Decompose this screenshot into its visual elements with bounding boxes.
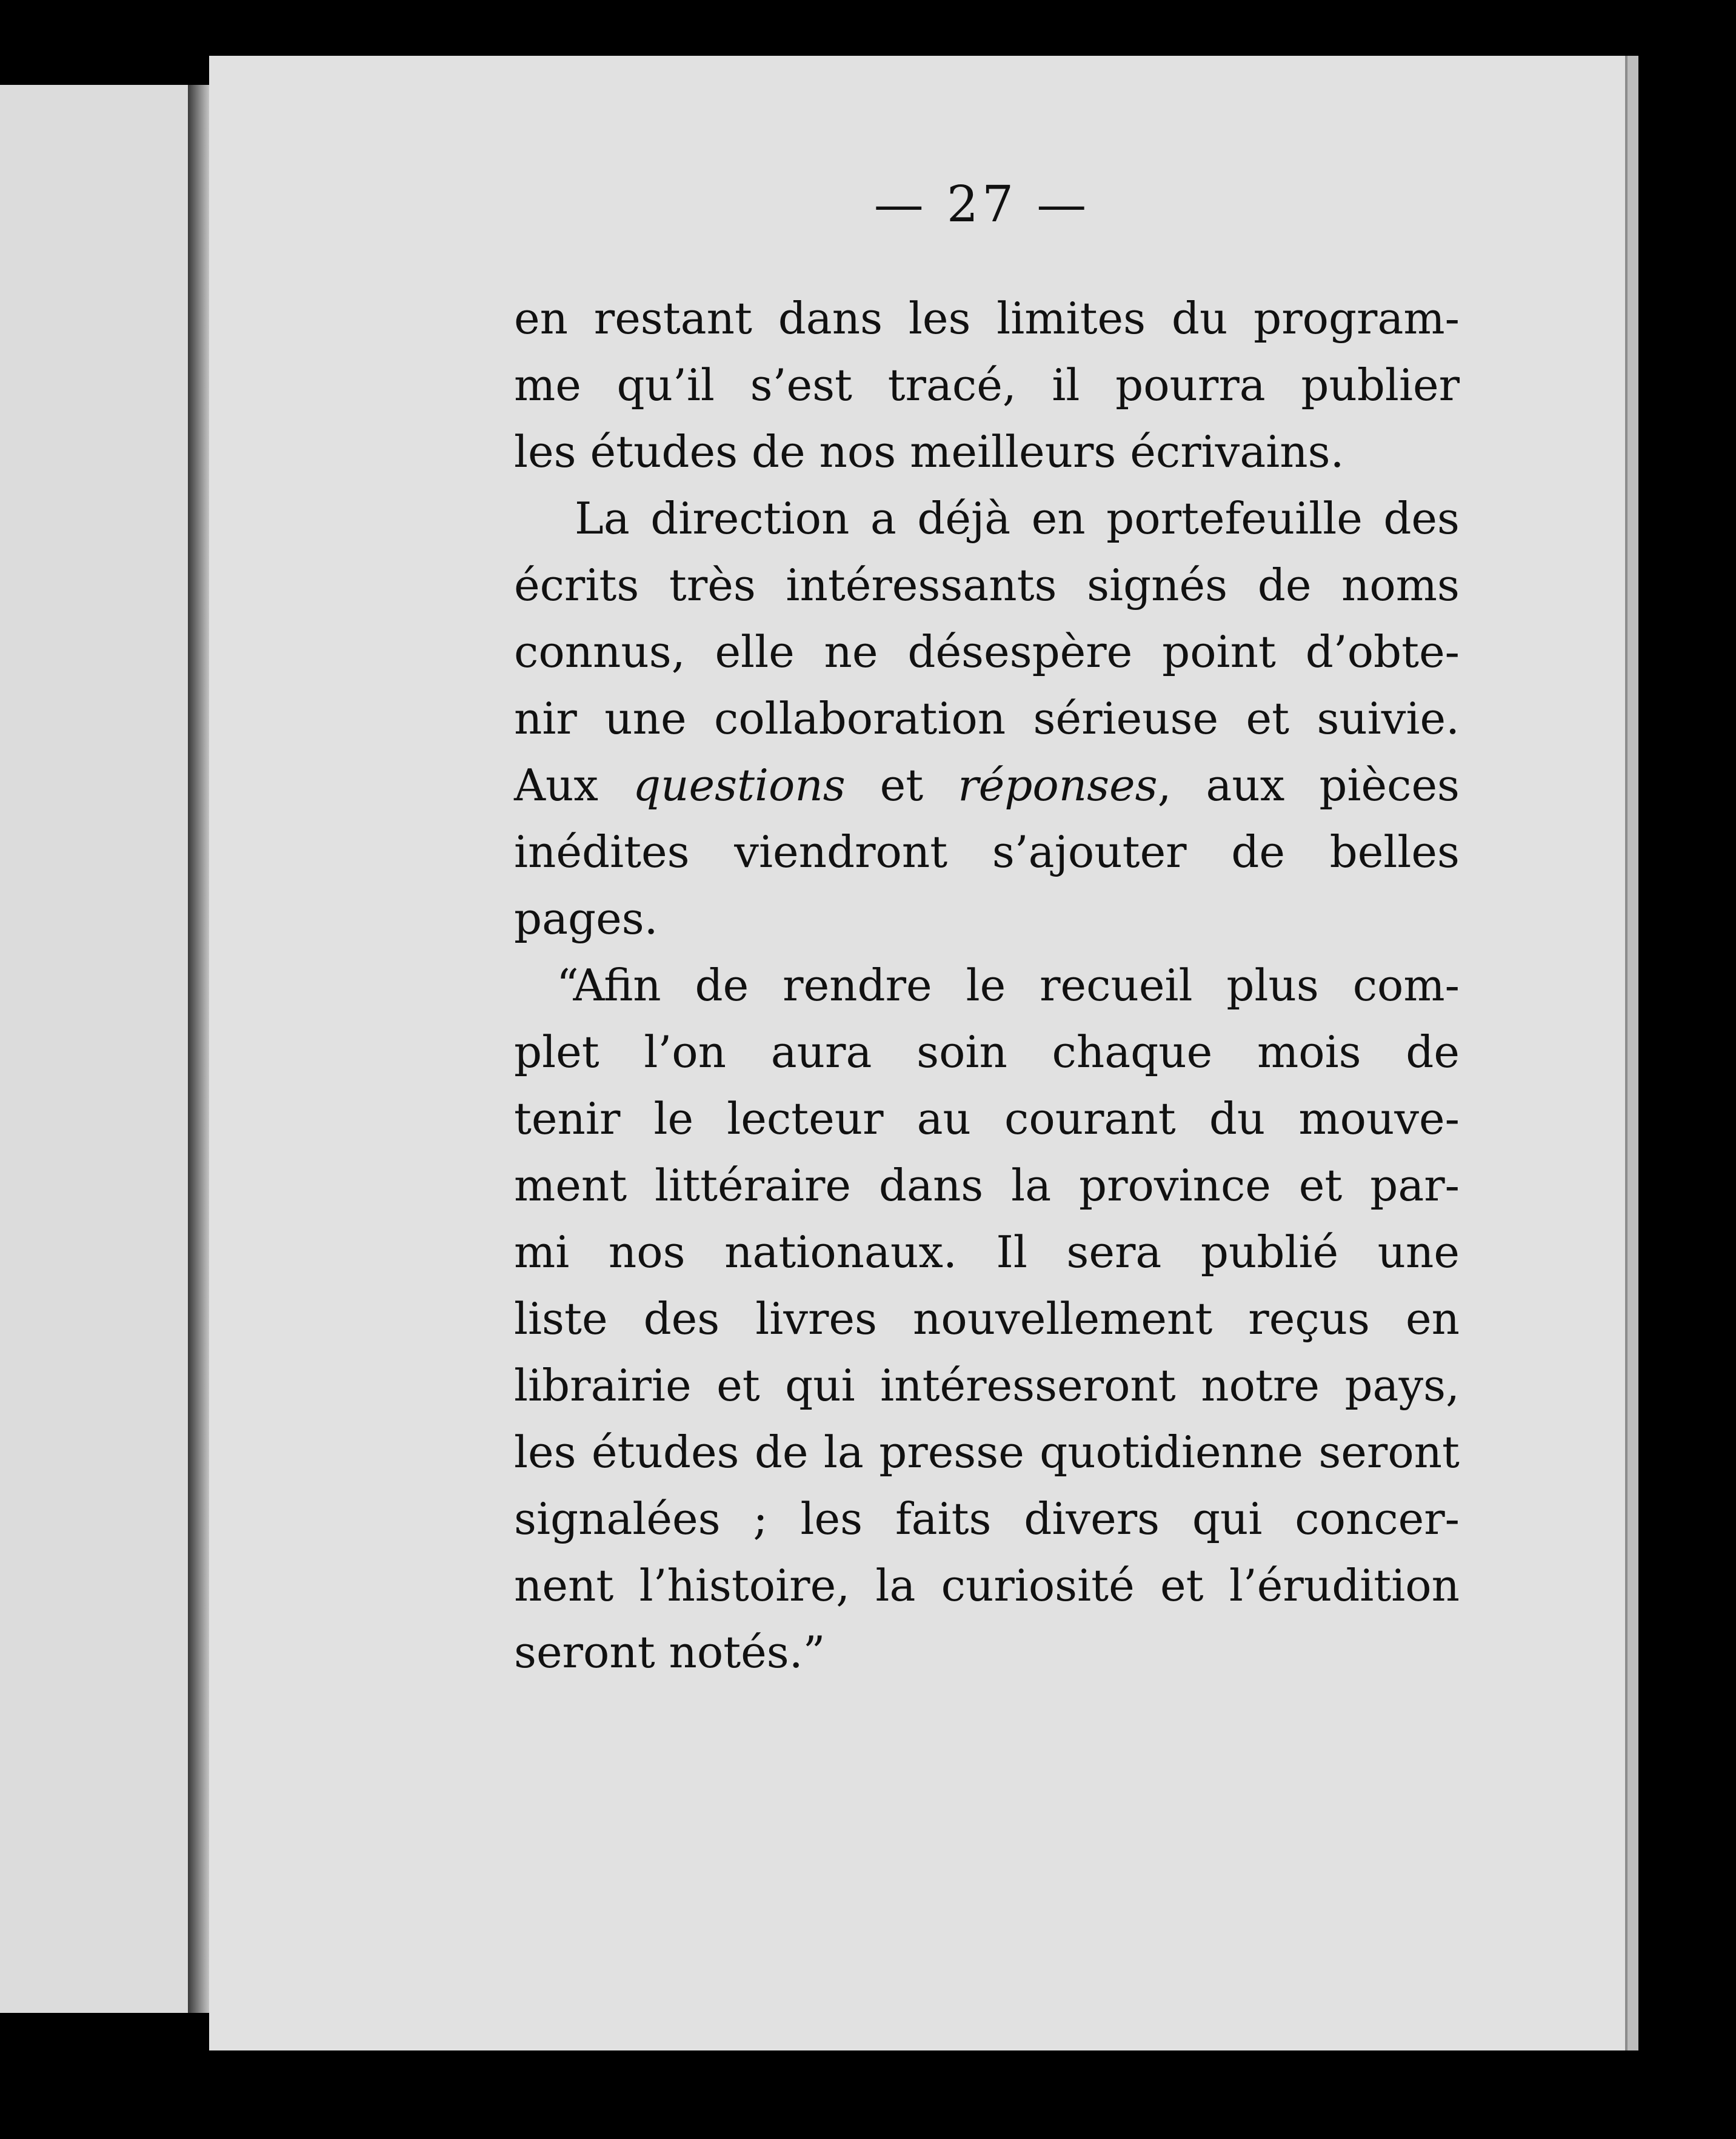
text-line: seront notés.”	[514, 1627, 826, 1678]
page-number: — 27 —	[873, 176, 1090, 233]
text-fragment: et	[845, 760, 958, 811]
page-body-text	[514, 285, 1460, 1685]
italic-term-questions: questions	[633, 760, 846, 811]
text-line: liste des livres nouvellement reçus en	[514, 1293, 1460, 1344]
text-line: ment littéraire dans la province et par-	[514, 1160, 1460, 1211]
text-line: “Afin de rendre le recueil plus com-	[556, 960, 1460, 1011]
text-line: mi nos nationaux. Il sera publié une	[514, 1227, 1460, 1277]
text-fragment: , aux pièces	[1157, 760, 1460, 811]
text-line: en restant dans les limites du program-	[514, 293, 1460, 344]
text-line: tenir le lecteur au courant du mouve-	[514, 1093, 1460, 1144]
text-line: nent l’histoire, la curiosité et l’érudition	[514, 1560, 1460, 1611]
italic-term-reponses: réponses	[958, 760, 1158, 811]
text-line: nir une collaboration sérieuse et suivie.	[514, 693, 1460, 744]
text-line: connus, elle ne désespère point d’obte-	[514, 626, 1460, 677]
text-line: écrits très intéressants signés de noms	[514, 560, 1460, 611]
text-line: pages.	[514, 893, 658, 944]
book-gutter	[188, 85, 212, 2013]
text-line: librairie et qui intéresseront notre pays,	[514, 1360, 1460, 1411]
text-line: inédites viendront s’ajouter de belles	[514, 826, 1460, 877]
left-page-edge	[0, 85, 202, 2013]
text-line: La direction a déjà en portefeuille des	[575, 493, 1460, 544]
text-line: signalées ; les faits divers qui concer-	[514, 1493, 1460, 1544]
text-line: les études de la presse quotidienne seront	[514, 1427, 1460, 1478]
text-line: les études de nos meilleurs écrivains.	[514, 426, 1344, 477]
text-line: plet l’on aura soin chaque mois de	[514, 1026, 1460, 1077]
text-line-with-italics	[514, 752, 1460, 818]
text-line: me qu’il s’est tracé, il pourra publier	[514, 360, 1460, 410]
text-fragment: Aux	[514, 760, 633, 811]
